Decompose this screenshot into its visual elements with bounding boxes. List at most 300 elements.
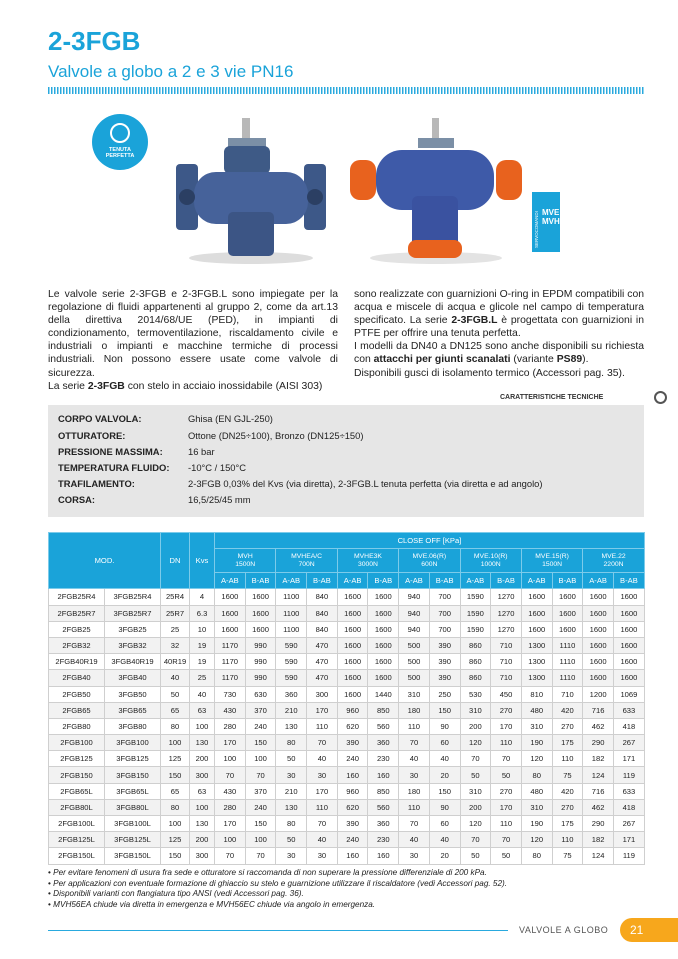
table-cell: 30 bbox=[307, 767, 338, 783]
table-cell: 1100 bbox=[276, 621, 307, 637]
table-cell: 590 bbox=[276, 654, 307, 670]
table-cell: 40 bbox=[429, 751, 460, 767]
port-header: A-AB bbox=[215, 573, 246, 589]
table-cell: 940 bbox=[399, 589, 430, 605]
table-row bbox=[49, 621, 645, 637]
table-cell: 30 bbox=[399, 767, 430, 783]
table-cell: 180 bbox=[399, 783, 430, 799]
table-cell: 125 bbox=[161, 751, 190, 767]
table-cell: 2FGB150L bbox=[49, 848, 105, 864]
table-cell: 240 bbox=[245, 799, 276, 815]
gear-icon bbox=[654, 391, 667, 404]
table-cell: 1600 bbox=[583, 605, 614, 621]
table-cell: 370 bbox=[245, 702, 276, 718]
actuator-header: MVHE3K 3000N bbox=[337, 549, 398, 573]
table-cell: 1600 bbox=[337, 621, 368, 637]
table-cell: 25R4 bbox=[161, 589, 190, 605]
table-cell: 210 bbox=[276, 783, 307, 799]
table-row bbox=[49, 702, 645, 718]
table-cell: 270 bbox=[552, 718, 583, 734]
table-cell: 1600 bbox=[337, 670, 368, 686]
table-cell: 1600 bbox=[613, 670, 644, 686]
table-cell: 40R19 bbox=[161, 654, 190, 670]
table-cell: 1600 bbox=[337, 686, 368, 702]
table-cell: 1600 bbox=[368, 670, 399, 686]
tight-seal-badge bbox=[92, 114, 148, 170]
table-cell: 210 bbox=[276, 702, 307, 718]
table-cell: 1200 bbox=[583, 686, 614, 702]
table-cell: 70 bbox=[245, 767, 276, 783]
table-cell: 25 bbox=[161, 621, 190, 637]
table-cell: 3FGB150L bbox=[105, 848, 161, 864]
table-cell: 1600 bbox=[613, 605, 644, 621]
table-row bbox=[49, 718, 645, 734]
table-cell: 470 bbox=[307, 637, 338, 653]
table-cell: 2FGB25R4 bbox=[49, 589, 105, 605]
table-row bbox=[49, 848, 645, 864]
table-cell: 1600 bbox=[215, 589, 246, 605]
table-cell: 1600 bbox=[613, 589, 644, 605]
table-cell: 1170 bbox=[215, 654, 246, 670]
notes bbox=[48, 868, 648, 910]
table-cell: 430 bbox=[215, 783, 246, 799]
table-cell: 360 bbox=[368, 735, 399, 751]
table-cell: 3FGB25R7 bbox=[105, 605, 161, 621]
table-row bbox=[49, 589, 645, 605]
table-cell: 70 bbox=[460, 751, 491, 767]
table-cell: 40 bbox=[399, 832, 430, 848]
table-cell: 2FGB65L bbox=[49, 783, 105, 799]
note: • Per evitare fenomeni di usura fra sede e otturatore si raccomanda di non superare la pressione differenziale di 200 kPa. bbox=[48, 868, 648, 879]
table-cell: 700 bbox=[429, 621, 460, 637]
table-cell: 418 bbox=[613, 718, 644, 734]
table-cell: 40 bbox=[307, 751, 338, 767]
table-cell: 470 bbox=[307, 670, 338, 686]
table-cell: 1600 bbox=[368, 605, 399, 621]
col-mod: MOD. bbox=[49, 533, 161, 589]
table-row bbox=[49, 686, 645, 702]
table-cell: 1600 bbox=[245, 621, 276, 637]
table-cell: 2FGB80L bbox=[49, 799, 105, 815]
table-cell: 310 bbox=[399, 686, 430, 702]
table-cell: 850 bbox=[368, 702, 399, 718]
table-cell: 390 bbox=[429, 670, 460, 686]
table-cell: 124 bbox=[583, 767, 614, 783]
table-cell: 1600 bbox=[215, 621, 246, 637]
table-cell: 250 bbox=[429, 686, 460, 702]
note: • Disponibili varianti con flangiatura tipo ANSI (vedi Accessori pag. 36). bbox=[48, 889, 648, 900]
table-cell: 630 bbox=[245, 686, 276, 702]
table-cell: 1600 bbox=[337, 589, 368, 605]
table-row bbox=[49, 670, 645, 686]
table-cell: 620 bbox=[337, 799, 368, 815]
table-cell: 310 bbox=[460, 783, 491, 799]
table-cell: 80 bbox=[521, 767, 552, 783]
table-cell: 700 bbox=[429, 589, 460, 605]
table-cell: 1600 bbox=[583, 654, 614, 670]
table-cell: 940 bbox=[399, 621, 430, 637]
table-cell: 70 bbox=[307, 735, 338, 751]
table-cell: 50 bbox=[276, 751, 307, 767]
table-cell: 60 bbox=[429, 735, 460, 751]
col-close-off: CLOSE OFF [KPa] bbox=[215, 533, 645, 549]
table-cell: 390 bbox=[337, 816, 368, 832]
port-header: B-AB bbox=[552, 573, 583, 589]
table-cell: 50 bbox=[276, 832, 307, 848]
table-cell: 3FGB40 bbox=[105, 670, 161, 686]
table-cell: 418 bbox=[613, 799, 644, 815]
table-cell: 240 bbox=[337, 832, 368, 848]
table-cell: 480 bbox=[521, 702, 552, 718]
table-cell: 100 bbox=[161, 816, 190, 832]
port-header: B-AB bbox=[613, 573, 644, 589]
table-cell: 25R7 bbox=[161, 605, 190, 621]
port-header: A-AB bbox=[337, 573, 368, 589]
badge-text: TENUTA PERFETTA bbox=[105, 147, 135, 159]
table-cell: 1600 bbox=[215, 605, 246, 621]
table-cell: 1600 bbox=[337, 654, 368, 670]
page-number: 21 bbox=[620, 918, 678, 942]
table-cell: 80 bbox=[276, 735, 307, 751]
table-cell: 1600 bbox=[583, 670, 614, 686]
actuators-tab: SERVOCOMANDI MVE MVH bbox=[532, 192, 560, 252]
table-cell: 20 bbox=[429, 767, 460, 783]
table-cell: 1110 bbox=[552, 670, 583, 686]
table-cell: 700 bbox=[429, 605, 460, 621]
table-cell: 182 bbox=[583, 751, 614, 767]
table-row bbox=[49, 767, 645, 783]
table-cell: 990 bbox=[245, 637, 276, 653]
table-cell: 860 bbox=[460, 637, 491, 653]
table-cell: 1600 bbox=[245, 605, 276, 621]
table-cell: 1110 bbox=[552, 654, 583, 670]
table-cell: 2FGB40 bbox=[49, 670, 105, 686]
table-cell: 150 bbox=[245, 816, 276, 832]
port-header: B-AB bbox=[429, 573, 460, 589]
table-cell: 40 bbox=[429, 832, 460, 848]
table-row bbox=[49, 799, 645, 815]
table-cell: 1440 bbox=[368, 686, 399, 702]
actuator-header: MVE.15(R) 1500N bbox=[521, 549, 582, 573]
table-cell: 2FGB65 bbox=[49, 702, 105, 718]
table-cell: 2FGB32 bbox=[49, 637, 105, 653]
table-cell: 65 bbox=[161, 702, 190, 718]
table-cell: 3FGB25 bbox=[105, 621, 161, 637]
table-row bbox=[49, 735, 645, 751]
table-cell: 280 bbox=[215, 799, 246, 815]
title-rule bbox=[48, 87, 644, 94]
table-cell: 110 bbox=[399, 718, 430, 734]
table-row bbox=[49, 605, 645, 621]
table-cell: 3FGB25R4 bbox=[105, 589, 161, 605]
table-cell: 200 bbox=[190, 751, 215, 767]
table-cell: 1069 bbox=[613, 686, 644, 702]
table-cell: 170 bbox=[491, 799, 522, 815]
table-cell: 960 bbox=[337, 783, 368, 799]
table-cell: 175 bbox=[552, 816, 583, 832]
table-cell: 60 bbox=[429, 816, 460, 832]
table-cell: 150 bbox=[429, 702, 460, 718]
table-cell: 480 bbox=[521, 783, 552, 799]
table-cell: 120 bbox=[460, 735, 491, 751]
table-cell: 1600 bbox=[368, 589, 399, 605]
table-cell: 63 bbox=[190, 783, 215, 799]
table-cell: 290 bbox=[583, 735, 614, 751]
table-cell: 182 bbox=[583, 832, 614, 848]
table-row bbox=[49, 816, 645, 832]
table-cell: 125 bbox=[161, 832, 190, 848]
table-cell: 170 bbox=[307, 783, 338, 799]
table-cell: 90 bbox=[429, 799, 460, 815]
table-cell: 1600 bbox=[583, 637, 614, 653]
table-cell: 3FGB150 bbox=[105, 767, 161, 783]
table-cell: 30 bbox=[399, 848, 430, 864]
table-cell: 420 bbox=[552, 702, 583, 718]
table-cell: 390 bbox=[429, 654, 460, 670]
table-cell: 70 bbox=[399, 816, 430, 832]
table-cell: 430 bbox=[215, 702, 246, 718]
table-cell: 390 bbox=[429, 637, 460, 653]
table-cell: 170 bbox=[215, 816, 246, 832]
table-cell: 1590 bbox=[460, 589, 491, 605]
port-header: A-AB bbox=[276, 573, 307, 589]
table-cell: 3FGB32 bbox=[105, 637, 161, 653]
table-cell: 1170 bbox=[215, 637, 246, 653]
table-cell: 19 bbox=[190, 637, 215, 653]
table-cell: 1100 bbox=[276, 605, 307, 621]
port-header: A-AB bbox=[583, 573, 614, 589]
port-header: B-AB bbox=[307, 573, 338, 589]
table-cell: 75 bbox=[552, 848, 583, 864]
table-cell: 1600 bbox=[521, 621, 552, 637]
port-header: A-AB bbox=[521, 573, 552, 589]
table-cell: 267 bbox=[613, 816, 644, 832]
table-cell: 1600 bbox=[552, 621, 583, 637]
table-cell: 310 bbox=[521, 799, 552, 815]
note: • MVH56EA chiude via diretta in emergenza e MVH56EC chiude via angolo in emergenza. bbox=[48, 900, 648, 911]
col-kvs: Kvs bbox=[190, 533, 215, 589]
table-cell: 190 bbox=[521, 816, 552, 832]
table-cell: 1600 bbox=[583, 589, 614, 605]
table-cell: 70 bbox=[215, 848, 246, 864]
table-row bbox=[49, 751, 645, 767]
table-cell: 3FGB50 bbox=[105, 686, 161, 702]
table-cell: 1600 bbox=[583, 621, 614, 637]
table-cell: 500 bbox=[399, 654, 430, 670]
table-cell: 171 bbox=[613, 751, 644, 767]
table-cell: 100 bbox=[161, 735, 190, 751]
table-row bbox=[49, 637, 645, 653]
table-cell: 10 bbox=[190, 621, 215, 637]
table-cell: 3FGB125L bbox=[105, 832, 161, 848]
table-cell: 1270 bbox=[491, 621, 522, 637]
table-cell: 110 bbox=[552, 751, 583, 767]
table-cell: 1110 bbox=[552, 637, 583, 653]
table-cell: 100 bbox=[190, 799, 215, 815]
table-cell: 1600 bbox=[613, 621, 644, 637]
actuator-header: MVE.06(R) 600N bbox=[399, 549, 460, 573]
table-cell: 80 bbox=[276, 816, 307, 832]
specs-heading: CARATTERISTICHE TECNICHE bbox=[500, 394, 604, 401]
table-cell: 2FGB25 bbox=[49, 621, 105, 637]
port-header: B-AB bbox=[368, 573, 399, 589]
actuator-header: MVE.10(R) 1000N bbox=[460, 549, 521, 573]
table-cell: 1600 bbox=[521, 605, 552, 621]
table-cell: 2FGB100 bbox=[49, 735, 105, 751]
table-cell: 1270 bbox=[491, 589, 522, 605]
actuator-header: MVH 1500N bbox=[215, 549, 276, 573]
note: • Per applicazioni con eventuale formazione di ghiaccio su stelo e guarnizione utilizzare il riscaldatore (vedi Accessori pag. 52). bbox=[48, 879, 648, 890]
table-cell: 90 bbox=[429, 718, 460, 734]
table-cell: 63 bbox=[190, 702, 215, 718]
table-cell: 175 bbox=[552, 735, 583, 751]
table-cell: 940 bbox=[399, 605, 430, 621]
table-cell: 130 bbox=[190, 816, 215, 832]
table-cell: 50 bbox=[161, 686, 190, 702]
table-cell: 130 bbox=[276, 718, 307, 734]
table-cell: 70 bbox=[399, 735, 430, 751]
table-cell: 40 bbox=[399, 751, 430, 767]
table-cell: 50 bbox=[491, 767, 522, 783]
table-cell: 560 bbox=[368, 799, 399, 815]
table-cell: 590 bbox=[276, 670, 307, 686]
table-cell: 3FGB80L bbox=[105, 799, 161, 815]
page-title: 2-3FGB bbox=[48, 26, 141, 56]
table-cell: 2FGB100L bbox=[49, 816, 105, 832]
table-cell: 3FGB125 bbox=[105, 751, 161, 767]
table-cell: 170 bbox=[307, 702, 338, 718]
table-cell: 50 bbox=[491, 848, 522, 864]
table-cell: 75 bbox=[552, 767, 583, 783]
table-cell: 50 bbox=[460, 767, 491, 783]
table-cell: 810 bbox=[521, 686, 552, 702]
table-cell: 590 bbox=[276, 637, 307, 653]
table-cell: 160 bbox=[337, 767, 368, 783]
table-cell: 530 bbox=[460, 686, 491, 702]
table-cell: 840 bbox=[307, 589, 338, 605]
table-cell: 160 bbox=[337, 848, 368, 864]
table-cell: 360 bbox=[368, 816, 399, 832]
table-cell: 1600 bbox=[552, 589, 583, 605]
table-cell: 110 bbox=[491, 816, 522, 832]
table-cell: 180 bbox=[399, 702, 430, 718]
table-cell: 150 bbox=[161, 767, 190, 783]
table-cell: 300 bbox=[307, 686, 338, 702]
port-header: A-AB bbox=[399, 573, 430, 589]
table-cell: 1170 bbox=[215, 670, 246, 686]
table-cell: 990 bbox=[245, 670, 276, 686]
table-cell: 150 bbox=[161, 848, 190, 864]
table-cell: 130 bbox=[190, 735, 215, 751]
table-cell: 100 bbox=[245, 751, 276, 767]
table-cell: 470 bbox=[307, 654, 338, 670]
table-cell: 6.3 bbox=[190, 605, 215, 621]
port-header: B-AB bbox=[491, 573, 522, 589]
table-cell: 716 bbox=[583, 702, 614, 718]
table-cell: 80 bbox=[161, 718, 190, 734]
table-cell: 124 bbox=[583, 848, 614, 864]
table-cell: 710 bbox=[491, 670, 522, 686]
table-cell: 70 bbox=[245, 848, 276, 864]
port-header: A-AB bbox=[460, 573, 491, 589]
table-cell: 80 bbox=[161, 799, 190, 815]
table-cell: 3FGB40R19 bbox=[105, 654, 161, 670]
table-cell: 171 bbox=[613, 832, 644, 848]
table-cell: 110 bbox=[307, 799, 338, 815]
table-cell: 50 bbox=[460, 848, 491, 864]
table-cell: 840 bbox=[307, 605, 338, 621]
table-cell: 100 bbox=[215, 832, 246, 848]
table-cell: 1100 bbox=[276, 589, 307, 605]
table-cell: 960 bbox=[337, 702, 368, 718]
table-cell: 710 bbox=[552, 686, 583, 702]
footer-section: VALVOLE A GLOBO bbox=[519, 925, 609, 935]
table-cell: 1300 bbox=[521, 670, 552, 686]
table-cell: 119 bbox=[613, 767, 644, 783]
table-cell: 2FGB50 bbox=[49, 686, 105, 702]
table-cell: 3FGB100 bbox=[105, 735, 161, 751]
table-cell: 450 bbox=[491, 686, 522, 702]
valve-image-grooved bbox=[346, 116, 526, 266]
table-cell: 119 bbox=[613, 848, 644, 864]
table-row bbox=[49, 783, 645, 799]
table-cell: 560 bbox=[368, 718, 399, 734]
table-cell: 30 bbox=[276, 848, 307, 864]
table-cell: 1300 bbox=[521, 637, 552, 653]
table-cell: 2FGB150 bbox=[49, 767, 105, 783]
table-row bbox=[49, 654, 645, 670]
table-cell: 100 bbox=[190, 718, 215, 734]
table-cell: 3FGB65 bbox=[105, 702, 161, 718]
table-cell: 1600 bbox=[552, 605, 583, 621]
table-cell: 160 bbox=[368, 767, 399, 783]
table-cell: 390 bbox=[337, 735, 368, 751]
table-cell: 300 bbox=[190, 767, 215, 783]
description-right: sono realizzate con guarnizioni O-ring in EPDM compatibili con acqua e miscele di acqua e glicole nel campo di temperatura specificato. La serie 2-3FGB.L è progettata con guarnizioni in PTFE per offrire una tenuta perfetta. I modelli da DN40 a DN125 sono anche disponibili su richiesta con attacchi per giunti scanalati (variante PS89). Disponibili gusci di isolamento termico (Accessori pag. 35). bbox=[354, 289, 644, 379]
table-cell: 70 bbox=[491, 832, 522, 848]
table-cell: 110 bbox=[399, 799, 430, 815]
table-cell: 710 bbox=[491, 654, 522, 670]
table-cell: 1600 bbox=[368, 637, 399, 653]
close-off-table bbox=[48, 532, 645, 865]
table-cell: 1300 bbox=[521, 654, 552, 670]
table-cell: 2FGB80 bbox=[49, 718, 105, 734]
table-row bbox=[49, 832, 645, 848]
table-cell: 240 bbox=[245, 718, 276, 734]
table-cell: 2FGB125 bbox=[49, 751, 105, 767]
table-cell: 290 bbox=[583, 816, 614, 832]
table-cell: 40 bbox=[161, 670, 190, 686]
description-left: Le valvole serie 2-3FGB e 2-3FGB.L sono impiegate per la regolazione di fluidi appartenenti al gruppo 2, come da art.13 della direttiva 2014/68/UE (PED), in impianti di condizionamento, termoventilazione, riscaldamento civile e industriali o impianti e macchine termiche di processi industriali. Non possono essere usate come valvole di sicurezza. La serie 2-3FGB con stelo in acciaio inossidabile (AISI 303) bbox=[48, 289, 338, 392]
table-cell: 500 bbox=[399, 637, 430, 653]
table-cell: 20 bbox=[429, 848, 460, 864]
table-cell: 1590 bbox=[460, 621, 491, 637]
table-cell: 230 bbox=[368, 832, 399, 848]
table-cell: 160 bbox=[368, 848, 399, 864]
table-cell: 2FGB40R19 bbox=[49, 654, 105, 670]
table-cell: 1600 bbox=[613, 637, 644, 653]
table-cell: 500 bbox=[399, 670, 430, 686]
table-cell: 150 bbox=[429, 783, 460, 799]
table-cell: 70 bbox=[491, 751, 522, 767]
table-cell: 3FGB100L bbox=[105, 816, 161, 832]
table-cell: 19 bbox=[190, 654, 215, 670]
table-cell: 80 bbox=[521, 848, 552, 864]
table-cell: 840 bbox=[307, 621, 338, 637]
table-cell: 716 bbox=[583, 783, 614, 799]
table-cell: 990 bbox=[245, 654, 276, 670]
table-cell: 70 bbox=[215, 767, 246, 783]
